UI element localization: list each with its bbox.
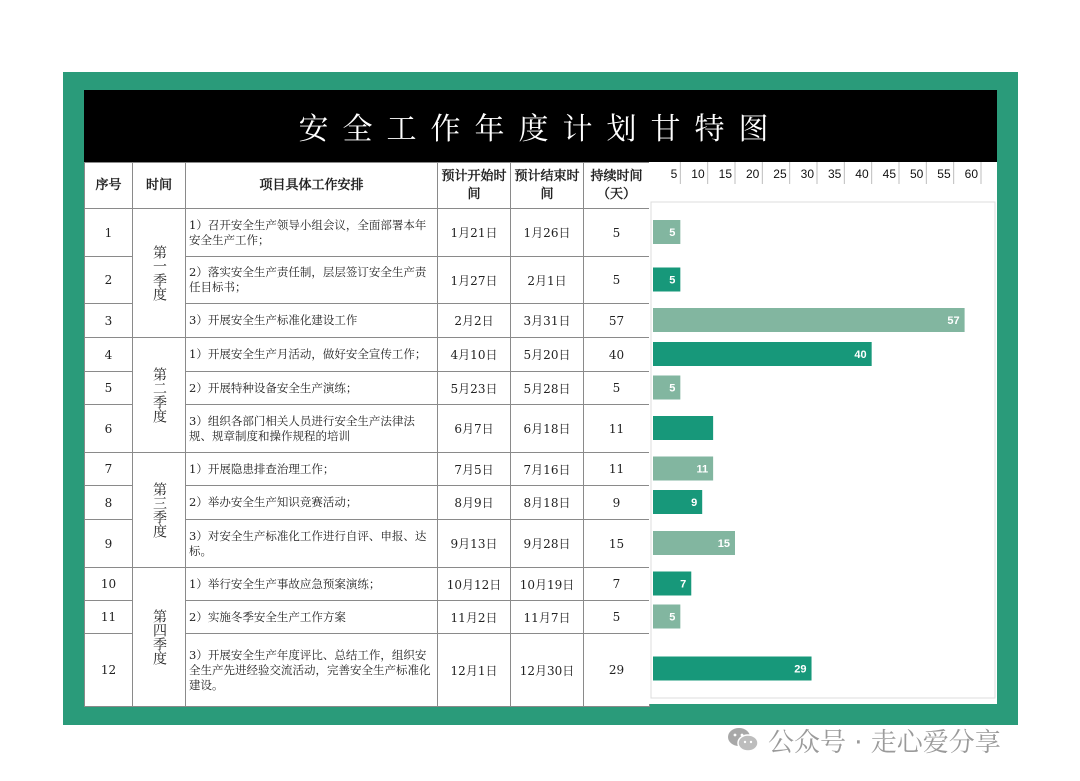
row-start: 5月23日 xyxy=(438,372,511,405)
row-end: 1月26日 xyxy=(511,209,584,257)
row-duration: 5 xyxy=(584,372,650,405)
row-task: 3）开展安全生产标准化建设工作 xyxy=(186,304,438,338)
bar-data-label: 15 xyxy=(717,538,730,550)
row-start: 9月13日 xyxy=(438,520,511,568)
bar-data-label: 29 xyxy=(794,663,807,676)
row-end: 5月28日 xyxy=(511,372,584,405)
row-duration: 29 xyxy=(584,634,650,707)
gantt-bar xyxy=(653,416,713,440)
gantt-bar xyxy=(653,308,965,332)
bar-data-label: 5 xyxy=(669,382,676,395)
row-end: 10月19日 xyxy=(511,568,584,601)
row-index: 11 xyxy=(85,601,133,634)
table-row xyxy=(85,338,650,372)
row-end: 9月28日 xyxy=(511,520,584,568)
bar-data-label: 9 xyxy=(691,497,698,509)
gantt-bar xyxy=(653,342,872,366)
row-index: 2 xyxy=(85,257,133,304)
wechat-icon xyxy=(726,726,760,754)
bar-data-label: 57 xyxy=(947,315,960,327)
gantt-bar xyxy=(653,268,680,292)
row-end: 8月18日 xyxy=(511,486,584,520)
row-index: 10 xyxy=(85,568,133,601)
x-tick-label: 35 xyxy=(827,167,842,181)
row-start: 4月10日 xyxy=(438,338,511,372)
x-tick-label: 30 xyxy=(800,167,814,181)
row-duration: 7 xyxy=(584,568,650,601)
row-task: 3）对安全生产标准化工作进行自评、申报、达标。 xyxy=(186,520,438,568)
quarter-2: 第二季度 xyxy=(133,338,186,453)
gantt-bar xyxy=(653,220,680,244)
x-tick-label: 25 xyxy=(773,167,787,181)
row-duration: 11 xyxy=(584,453,650,486)
bar-data-label: 40 xyxy=(854,349,867,361)
table-row xyxy=(85,568,650,601)
gantt-bar xyxy=(653,376,680,400)
row-start: 1月27日 xyxy=(438,257,511,304)
row-start: 2月2日 xyxy=(438,304,511,338)
row-end: 2月1日 xyxy=(511,257,584,304)
watermark-text: 公众号 · 走心爱分享 xyxy=(768,727,1001,758)
row-index: 7 xyxy=(85,453,133,486)
x-tick-label: 5 xyxy=(670,167,678,181)
row-task: 1）开展安全生产月活动，做好安全宣传工作； xyxy=(186,338,438,372)
row-duration: 40 xyxy=(584,338,650,372)
x-tick-label: 20 xyxy=(745,167,760,181)
header-index: 序号 xyxy=(85,163,133,209)
x-tick-label: 50 xyxy=(909,167,924,181)
row-index: 12 xyxy=(85,634,133,707)
row-task: 2）举办安全生产知识竞赛活动； xyxy=(186,486,438,520)
row-duration: 5 xyxy=(584,601,650,634)
x-tick-label: 60 xyxy=(964,167,978,181)
row-task: 2）落实安全生产责任制，层层签订安全生产责任目标书； xyxy=(186,257,438,304)
schedule-table xyxy=(84,162,650,707)
row-end: 3月31日 xyxy=(511,304,584,338)
row-index: 6 xyxy=(85,405,133,453)
row-duration: 15 xyxy=(584,520,650,568)
x-tick-label: 15 xyxy=(718,167,732,181)
header-start: 预计开始时间 xyxy=(438,163,511,209)
gantt-bar xyxy=(653,657,812,681)
bar-data-label: 7 xyxy=(680,578,687,591)
bar-data-label: 11 xyxy=(696,463,709,476)
row-duration: 57 xyxy=(584,304,650,338)
row-start: 10月12日 xyxy=(438,568,511,601)
row-index: 9 xyxy=(85,520,133,568)
header-duration: 持续时间（天） xyxy=(584,163,650,209)
row-task: 3）组织各部门相关人员进行安全生产法律法规、规章制度和操作规程的培训 xyxy=(186,405,438,453)
row-start: 8月9日 xyxy=(438,486,511,520)
row-index: 4 xyxy=(85,338,133,372)
header-period: 时间 xyxy=(133,163,186,209)
watermark xyxy=(726,722,1001,758)
row-end: 5月20日 xyxy=(511,338,584,372)
row-index: 1 xyxy=(85,209,133,257)
row-end: 11月7日 xyxy=(511,601,584,634)
gantt-chart xyxy=(649,162,997,704)
row-index: 8 xyxy=(85,486,133,520)
bar-data-label: 5 xyxy=(669,227,676,239)
row-start: 7月5日 xyxy=(438,453,511,486)
row-duration: 5 xyxy=(584,209,650,257)
row-task: 2）实施冬季安全生产工作方案 xyxy=(186,601,438,634)
row-task: 1）开展隐患排查治理工作； xyxy=(186,453,438,486)
row-task: 2）开展特种设备安全生产演练； xyxy=(186,372,438,405)
quarter-4: 第四季度 xyxy=(133,568,186,707)
header-end: 预计结束时间 xyxy=(511,163,584,209)
table-header-row xyxy=(85,163,650,209)
row-end: 6月18日 xyxy=(511,405,584,453)
row-start: 11月2日 xyxy=(438,601,511,634)
header-task: 项目具体工作安排 xyxy=(186,163,438,209)
bar-data-label: 5 xyxy=(669,611,676,624)
row-index: 5 xyxy=(85,372,133,405)
row-duration: 5 xyxy=(584,257,650,304)
row-task: 1）召开安全生产领导小组会议，全面部署本年安全生产工作； xyxy=(186,209,438,257)
row-task: 1）举行安全生产事故应急预案演练； xyxy=(186,568,438,601)
row-task: 3）开展安全生产年度评比、总结工作，组织安全生产先进经验交流活动，完善安全生产标准化建设。 xyxy=(186,634,438,707)
row-duration: 9 xyxy=(584,486,650,520)
row-end: 7月16日 xyxy=(511,453,584,486)
page-title: 安全工作年度计划甘特图 xyxy=(84,90,997,162)
quarter-1: 第一季度 xyxy=(133,209,186,338)
x-tick-label: 45 xyxy=(882,167,896,181)
gantt-bar xyxy=(653,605,680,629)
table-row xyxy=(85,209,650,257)
row-start: 6月7日 xyxy=(438,405,511,453)
row-start: 12月1日 xyxy=(438,634,511,707)
x-tick-label: 55 xyxy=(937,167,951,181)
x-tick-label: 10 xyxy=(691,167,705,181)
x-tick-label: 40 xyxy=(855,167,869,181)
table-row xyxy=(85,453,650,486)
row-duration: 11 xyxy=(584,405,650,453)
row-start: 1月21日 xyxy=(438,209,511,257)
row-end: 12月30日 xyxy=(511,634,584,707)
bar-data-label: 5 xyxy=(669,274,676,287)
chart-plot-area xyxy=(649,200,997,704)
quarter-3: 第三季度 xyxy=(133,453,186,568)
row-index: 3 xyxy=(85,304,133,338)
